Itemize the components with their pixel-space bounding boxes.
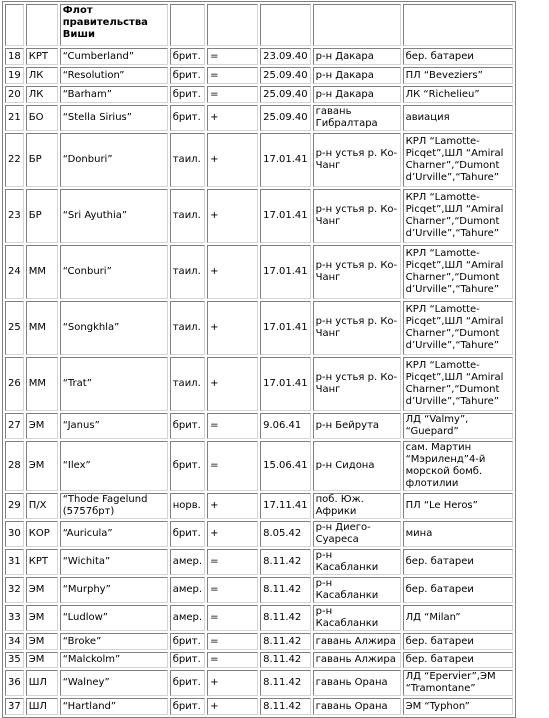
table-row [5, 105, 513, 131]
ship-flag: амер. [170, 605, 205, 631]
table-row [5, 245, 513, 299]
ship-type: ЛК [26, 67, 58, 84]
loss-cause: сам. Мартин “Мэриленд”4-й морской бомб. флотилии [403, 441, 513, 491]
loss-date: 8.05.42 [260, 521, 311, 547]
header-cell-cause [403, 4, 513, 46]
ship-name: “Janus” [60, 413, 168, 439]
loss-result: = [207, 652, 258, 668]
table-row [5, 493, 513, 519]
loss-date: 9.06.41 [260, 413, 311, 439]
row-number: 35 [5, 652, 24, 668]
loss-result: = [207, 67, 258, 84]
ship-name: “Stella Sirius” [60, 105, 168, 131]
ship-type: БО [26, 105, 58, 131]
ship-flag: норв. [170, 493, 205, 519]
loss-result: + [207, 357, 258, 411]
header-cell-result [207, 4, 258, 46]
ship-name: “Thode Fagelund (5757брт) [60, 493, 168, 519]
ship-flag: брит. [170, 521, 205, 547]
ship-type: ЛК [26, 86, 58, 103]
loss-date: 8.11.42 [260, 549, 311, 575]
header-cell-num [5, 4, 24, 46]
loss-place: гавань Орана [313, 698, 401, 715]
loss-cause: бер. батареи [403, 652, 513, 668]
ship-name: “Walney” [60, 670, 168, 696]
ship-name: “Resolution” [60, 67, 168, 84]
loss-place: гавань Орана [313, 670, 401, 696]
table-row [5, 670, 513, 696]
loss-cause: КРЛ “Lamotte-Picqet”,ШЛ “Amiral Charner”,“Dumont d’Urville”,“Tahure” [403, 245, 513, 299]
loss-cause: КРЛ “Lamotte-Picqet”,ШЛ “Amiral Charner”,“Dumont d’Urville”,“Tahure” [403, 357, 513, 411]
ship-losses-table [2, 1, 516, 718]
row-number: 37 [5, 698, 24, 715]
loss-place: р-н устья р. Ко-Чанг [313, 189, 401, 243]
ship-type: ЭМ [26, 413, 58, 439]
loss-result: = [207, 605, 258, 631]
loss-result: + [207, 105, 258, 131]
loss-place: р-н Сидона [313, 441, 401, 491]
loss-place: р-н устья р. Ко-Чанг [313, 133, 401, 187]
table-row [5, 698, 513, 715]
loss-cause: бер. батареи [403, 577, 513, 603]
ship-name: “Murphy” [60, 577, 168, 603]
ship-name: “Ludlow” [60, 605, 168, 631]
loss-cause: КРЛ “Lamotte-Picqet”,ШЛ “Amiral Charner”,“Dumont d’Urville”,“Tahure” [403, 301, 513, 355]
loss-place: р-н Дакара [313, 48, 401, 65]
loss-place: поб. Юж. Африки [313, 493, 401, 519]
ship-type: БР [26, 189, 58, 243]
ship-name: “Malckolm” [60, 652, 168, 668]
ship-type: П/Х [26, 493, 58, 519]
loss-date: 8.11.42 [260, 577, 311, 603]
ship-type: ШЛ [26, 670, 58, 696]
loss-result: + [207, 301, 258, 355]
table-row [5, 67, 513, 84]
loss-date: 25.09.40 [260, 105, 311, 131]
header-cell-type [26, 4, 58, 46]
ship-type: КОР [26, 521, 58, 547]
loss-date: 25.09.40 [260, 86, 311, 103]
loss-result: = [207, 633, 258, 650]
loss-place: р-н Диего-Суареса [313, 521, 401, 547]
table-row [5, 441, 513, 491]
ship-type: ЭМ [26, 633, 58, 650]
loss-result: = [207, 413, 258, 439]
row-number: 24 [5, 245, 24, 299]
row-number: 30 [5, 521, 24, 547]
table-row [5, 133, 513, 187]
loss-place: р-н Дакара [313, 86, 401, 103]
ship-type: ШЛ [26, 698, 58, 715]
loss-date: 17.01.41 [260, 133, 311, 187]
row-number: 27 [5, 413, 24, 439]
loss-date: 17.01.41 [260, 189, 311, 243]
row-number: 29 [5, 493, 24, 519]
loss-cause: ПЛ “Beveziers” [403, 67, 513, 84]
loss-result: + [207, 521, 258, 547]
loss-result: + [207, 245, 258, 299]
row-number: 25 [5, 301, 24, 355]
ship-type: ЭМ [26, 441, 58, 491]
ship-flag: брит. [170, 48, 205, 65]
header-row [5, 4, 513, 46]
ship-name: “Conburi” [60, 245, 168, 299]
losses-table-container [2, 1, 516, 718]
ship-type: КРТ [26, 48, 58, 65]
loss-cause: авиация [403, 105, 513, 131]
loss-cause: ЭМ “Typhon” [403, 698, 513, 715]
row-number: 22 [5, 133, 24, 187]
row-number: 18 [5, 48, 24, 65]
table-row [5, 652, 513, 668]
loss-date: 25.09.40 [260, 67, 311, 84]
loss-date: 8.11.42 [260, 652, 311, 668]
header-fleet-title: Флот правительства Виши [60, 4, 168, 46]
table-row [5, 549, 513, 575]
row-number: 21 [5, 105, 24, 131]
ship-flag: брит. [170, 86, 205, 103]
ship-type: ЭМ [26, 577, 58, 603]
ship-name: “Cumberland” [60, 48, 168, 65]
table-body [5, 48, 513, 715]
loss-cause: КРЛ “Lamotte-Picqet”,ШЛ “Amiral Charner”,“Dumont d’Urville”,“Tahure” [403, 133, 513, 187]
header-cell-date [260, 4, 311, 46]
table-row [5, 577, 513, 603]
ship-flag: брит. [170, 652, 205, 668]
ship-name: “Songkhla” [60, 301, 168, 355]
ship-type: БР [26, 133, 58, 187]
loss-date: 8.11.42 [260, 698, 311, 715]
row-number: 36 [5, 670, 24, 696]
loss-result: + [207, 670, 258, 696]
loss-date: 17.11.41 [260, 493, 311, 519]
loss-place: р-н устья р. Ко-Чанг [313, 245, 401, 299]
row-number: 34 [5, 633, 24, 650]
loss-cause: бер. батареи [403, 48, 513, 65]
row-number: 28 [5, 441, 24, 491]
ship-name: “Ilex” [60, 441, 168, 491]
ship-type: ЭМ [26, 605, 58, 631]
ship-flag: брит. [170, 441, 205, 491]
loss-date: 8.11.42 [260, 670, 311, 696]
loss-cause: КРЛ “Lamotte-Picqet”,ШЛ “Amiral Charner”,“Dumont d’Urville”,“Tahure” [403, 189, 513, 243]
loss-place: р-н устья р. Ко-Чанг [313, 301, 401, 355]
header-cell-flag [170, 4, 205, 46]
ship-name: “Trat” [60, 357, 168, 411]
ship-name: “Auricula” [60, 521, 168, 547]
loss-result: = [207, 549, 258, 575]
ship-type: ММ [26, 357, 58, 411]
loss-date: 8.11.42 [260, 605, 311, 631]
table-row [5, 301, 513, 355]
loss-cause: мина [403, 521, 513, 547]
table-row [5, 605, 513, 631]
ship-type: ММ [26, 245, 58, 299]
loss-cause: ЛД “Milan” [403, 605, 513, 631]
table-row [5, 633, 513, 650]
loss-place: р-н Дакара [313, 67, 401, 84]
header-cell-place [313, 4, 401, 46]
ship-flag: брит. [170, 413, 205, 439]
ship-flag: амер. [170, 549, 205, 575]
loss-result: = [207, 441, 258, 491]
ship-flag: таил. [170, 357, 205, 411]
table-row [5, 413, 513, 439]
ship-type: КРТ [26, 549, 58, 575]
row-number: 23 [5, 189, 24, 243]
table-row [5, 189, 513, 243]
loss-result: + [207, 493, 258, 519]
table-row [5, 521, 513, 547]
loss-cause: ЛД “Epervier”,ЭМ “Tramontane” [403, 670, 513, 696]
loss-date: 17.01.41 [260, 301, 311, 355]
ship-flag: брит. [170, 105, 205, 131]
row-number: 33 [5, 605, 24, 631]
row-number: 31 [5, 549, 24, 575]
ship-type: ЭМ [26, 652, 58, 668]
ship-name: “Sri Ayuthia” [60, 189, 168, 243]
loss-place: р-н Касабланки [313, 605, 401, 631]
ship-flag: амер. [170, 577, 205, 603]
ship-name: “Hartland” [60, 698, 168, 715]
loss-place: р-н Касабланки [313, 549, 401, 575]
loss-date: 8.11.42 [260, 633, 311, 650]
loss-result: + [207, 698, 258, 715]
loss-result: + [207, 133, 258, 187]
table-row [5, 357, 513, 411]
loss-cause: ПЛ “Le Heros” [403, 493, 513, 519]
row-number: 32 [5, 577, 24, 603]
table-row [5, 86, 513, 103]
loss-place: гавань Алжира [313, 652, 401, 668]
ship-name: “Broke” [60, 633, 168, 650]
ship-flag: брит. [170, 698, 205, 715]
loss-place: гавань Алжира [313, 633, 401, 650]
loss-place: гавань Гибралтара [313, 105, 401, 131]
ship-name: “Wichita” [60, 549, 168, 575]
ship-flag: брит. [170, 633, 205, 650]
loss-date: 15.06.41 [260, 441, 311, 491]
row-number: 19 [5, 67, 24, 84]
loss-place: р-н Касабланки [313, 577, 401, 603]
loss-result: = [207, 86, 258, 103]
loss-place: р-н устья р. Ко-Чанг [313, 357, 401, 411]
loss-cause: бер. батареи [403, 549, 513, 575]
loss-place: р-н Бейрута [313, 413, 401, 439]
ship-type: ММ [26, 301, 58, 355]
loss-date: 17.01.41 [260, 357, 311, 411]
loss-result: + [207, 189, 258, 243]
ship-flag: таил. [170, 301, 205, 355]
loss-cause: ЛД “Valmy”, “Guepard” [403, 413, 513, 439]
ship-name: “Barham” [60, 86, 168, 103]
loss-cause: ЛК “Richelieu” [403, 86, 513, 103]
table-row [5, 48, 513, 65]
ship-flag: таил. [170, 133, 205, 187]
loss-result: = [207, 577, 258, 603]
loss-date: 23.09.40 [260, 48, 311, 65]
ship-flag: таил. [170, 189, 205, 243]
row-number: 20 [5, 86, 24, 103]
ship-flag: брит. [170, 67, 205, 84]
loss-cause: бер. батареи [403, 633, 513, 650]
ship-name: “Donburi” [60, 133, 168, 187]
loss-result: = [207, 48, 258, 65]
loss-date: 17.01.41 [260, 245, 311, 299]
ship-flag: брит. [170, 670, 205, 696]
ship-flag: таил. [170, 245, 205, 299]
row-number: 26 [5, 357, 24, 411]
